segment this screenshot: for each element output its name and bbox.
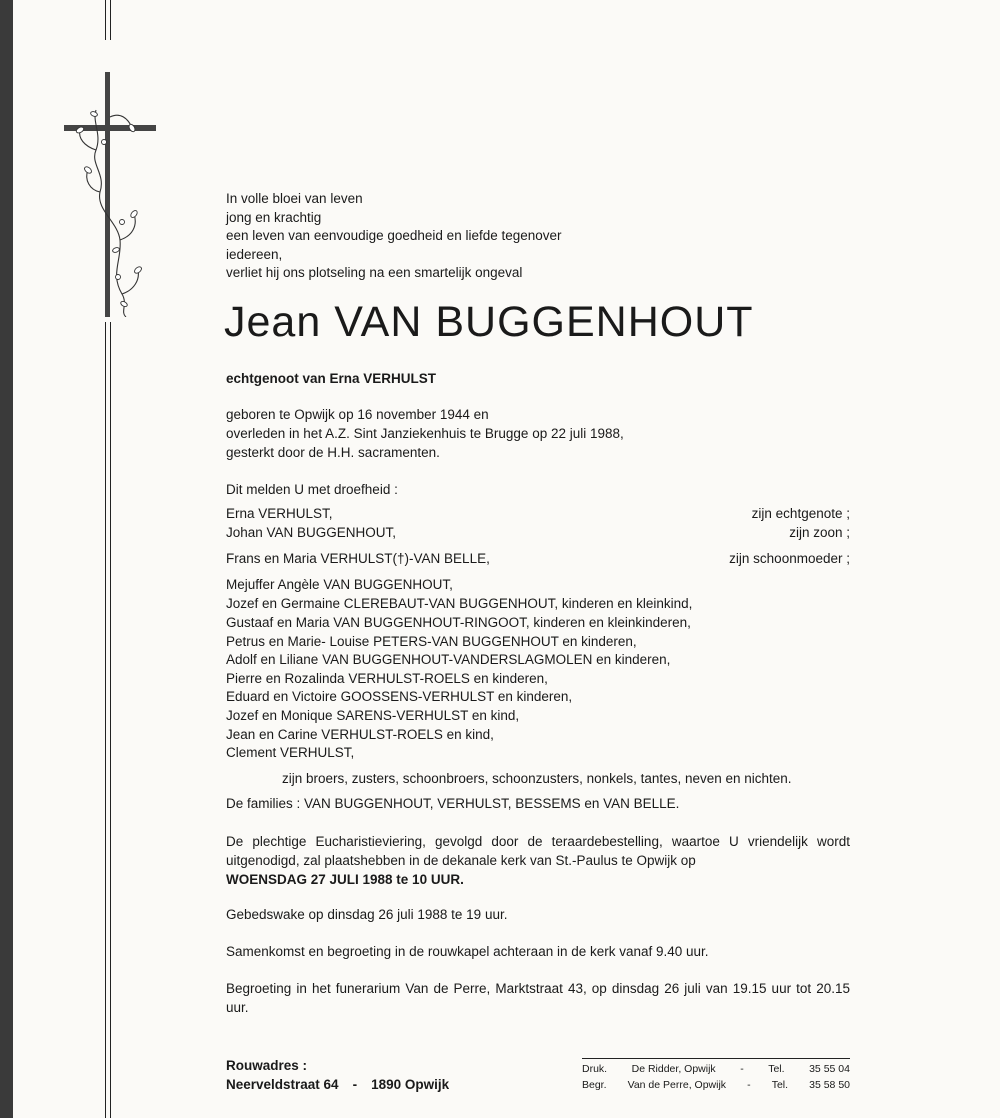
relative-line: Clement VERHULST, [226,745,355,760]
family-relation: zijn zoon ; [789,525,850,540]
credit-tel-label: Tel. [771,1079,789,1091]
death-line: overleden in het A.Z. Sint Janziekenhuis te Brugge op 22 juli 1988, [226,426,624,441]
family-row [226,506,850,521]
gathering-line: Samenkomst en begroeting in de rouwkapel achteraan in de kerk vanaf 9.40 uur. [226,944,709,959]
credits-rule [582,1058,850,1059]
intro-verse [226,190,562,283]
sacraments-line: gesterkt door de H.H. sacramenten. [226,445,440,460]
address-separator: - [352,1077,358,1092]
funeral-paragraph [226,832,850,889]
intro-line: verliet hij ons plotseling na een smartelijk ongeval [226,265,523,280]
border-rail-bottom [105,322,111,1118]
relative-line: Jozef en Germaine CLEREBAUT-VAN BUGGENHOUT, kinderen en kleinkind, [226,596,693,611]
relative-line: Mejuffer Angèle VAN BUGGENHOUT, [226,577,453,592]
address-label: Rouwadres : [226,1058,308,1073]
address-street: Neerveldstraat 64 [226,1077,339,1092]
announcement: Dit melden U met droefheid : [226,482,398,497]
family-name: Johan VAN BUGGENHOUT, [226,525,397,540]
funeral-date: WOENSDAG 27 JULI 1988 te 10 UUR. [226,872,464,887]
family-relation: zijn echtgenote ; [751,506,850,521]
intro-line: In volle bloei van leven [226,191,363,206]
relative-line: Eduard en Victoire GOOSSENS-VERHULST en kinderen, [226,689,573,704]
intro-line: een leven van eenvoudige goedheid en liefde tegenover [226,228,562,243]
relative-line: Adolf en Liliane VAN BUGGENHOUT-VANDERSLAGMOLEN en kinderen, [226,652,671,667]
credit-role: Begr. [582,1079,607,1091]
intro-line: jong en krachtig [226,209,322,225]
relatives-summary: zijn broers, zusters, schoonbroers, schoonzusters, nonkels, tantes, neven en nichten. [282,771,792,786]
credit-role: Druk. [582,1063,608,1075]
deceased-name: Jean VAN BUGGENHOUT [224,298,754,346]
credit-tel: 35 55 04 [809,1063,850,1075]
credit-name: De Ridder, Opwijk [631,1063,716,1075]
address-city: 1890 Opwijk [371,1077,450,1092]
credit-sep: - [747,1079,751,1091]
families-line: De families : VAN BUGGENHOUT, VERHULST, BESSEMS en VAN BELLE. [226,796,680,811]
family-relation: zijn schoonmoeder ; [729,551,850,566]
relative-line: Petrus en Marie- Louise PETERS-VAN BUGGENHOUT en kinderen, [226,634,637,649]
credit-tel-label: Tel. [768,1063,785,1075]
family-name: Erna VERHULST, [226,506,333,521]
relative-line: Pierre en Rozalinda VERHULST-ROELS en kinderen, [226,671,548,686]
spouse-line: echtgenoot van Erna VERHULST [226,371,437,386]
relative-line: Jean en Carine VERHULST-ROELS en kind, [226,727,494,742]
birth-line: geboren te Opwijk op 16 november 1944 en [226,407,489,422]
intro-line: iedereen, [226,246,283,262]
wake-line: Gebedswake op dinsdag 26 juli 1988 te 19 uur. [226,907,508,922]
credit-tel: 35 58 50 [809,1079,850,1091]
undertaker-credit [582,1079,850,1091]
family-row [226,525,850,540]
credit-sep: - [740,1063,744,1075]
funeral-text: De plechtige Eucharistieviering, gevolgd door de teraardebestelling, waartoe U vriendelijk wordt uitgenodigd, zal plaatshebben in de dekanale kerk van St.-Paulus te Opwijk op [226,834,850,868]
printer-credit [582,1063,850,1075]
relative-line: Jozef en Monique SARENS-VERHULST en kind, [226,708,520,723]
page-edge-shadow [0,0,13,1118]
address-line [226,1076,449,1094]
relative-line: Gustaaf en Maria VAN BUGGENHOUT-RINGOOT, kinderen en kleinkinderen, [226,615,691,630]
viewing-paragraph: Begroeting in het funerarium Van de Perre, Marktstraat 43, op dinsdag 26 juli van 19.15 uur tot 20.15 uur. [226,981,850,1015]
credit-name: Van de Perre, Opwijk [627,1079,727,1091]
cross-with-vine-icon [60,72,160,317]
family-name: Frans en Maria VERHULST(†)-VAN BELLE, [226,551,490,566]
border-rail-top [105,0,111,40]
family-row [226,551,850,566]
